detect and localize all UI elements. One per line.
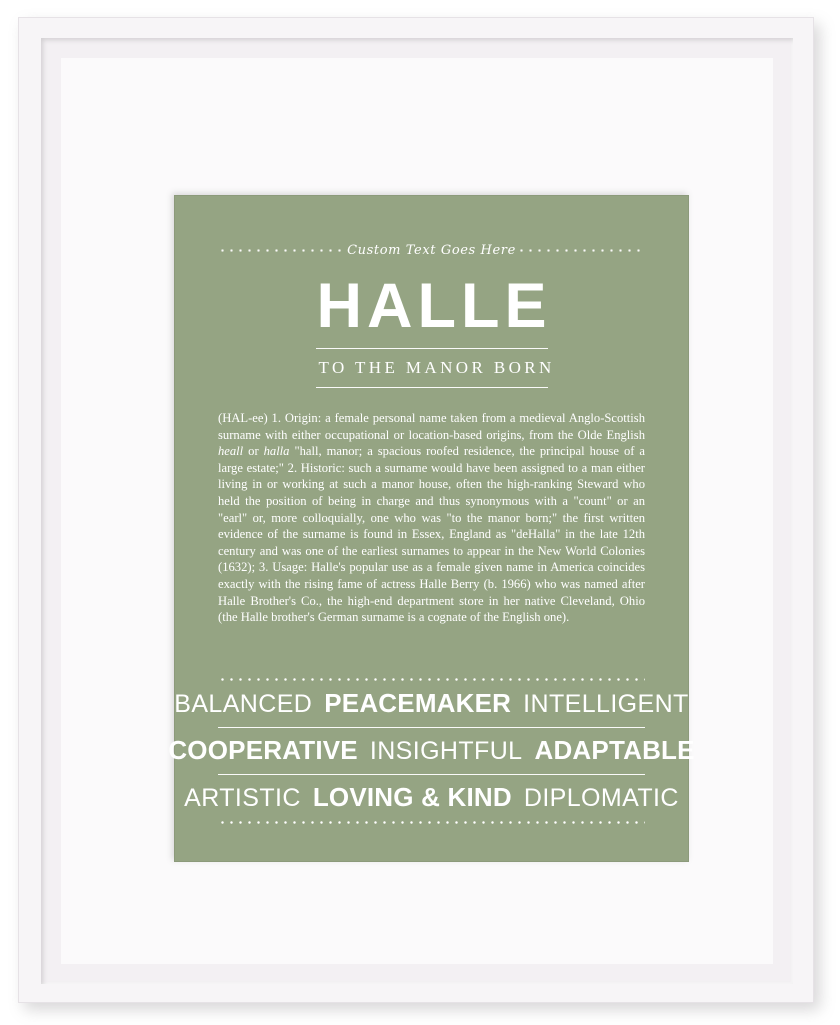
trait-cooperative: COOPERATIVE <box>168 735 358 765</box>
name-title: HALLE <box>316 271 552 341</box>
rule-above-tagline <box>316 348 548 349</box>
trait-artistic: ARTISTIC <box>184 784 301 812</box>
definition-part-3: "hall, manor; a spacious roofed residence, the principal house of a large estate;" 2. Historic: such a surname would have been assigned to a man either living in or working at such a manor house, often the high-ranking Steward who held the position of being in charge and thus synonymous with a "count" or an "earl" or, more colloquially, one who was "to the manor born;" the first written evidence of the surname is found in Essex, England as "deHalla" in the late 12th century and was one of the earliest surnames to appear in the New World Colonies (1632); 3. Usage: Halle's popular use as a female given name in America coincides exactly with the rising fame of actress Halle Berry (b. 1966) who was named after Halle Brother's Co., the high-end department store in her native Cleveland, Ohio (the Halle brother's German surname is a cognate of the English one). <box>218 444 645 625</box>
trait-diplomatic: DIPLOMATIC <box>523 784 679 812</box>
trait-loving-and-kind: LOVING & KIND <box>312 782 512 812</box>
trait-peacemaker: PEACEMAKER <box>324 688 512 718</box>
poster-header-row <box>218 241 645 259</box>
picture-frame <box>18 17 814 1003</box>
traits-row-3 <box>184 775 679 821</box>
definition-emphasis-1: heall <box>218 444 244 459</box>
traits-row-2 <box>168 728 695 774</box>
traits-dotted-divider-bottom <box>218 821 645 824</box>
tagline-rules <box>316 348 555 388</box>
trait-insightful: INSIGHTFUL <box>369 737 523 765</box>
trait-balanced: BALANCED <box>174 690 313 718</box>
definition-emphasis-2: halla <box>263 444 290 459</box>
traits-rule-2 <box>218 774 645 775</box>
rule-below-tagline <box>316 387 548 388</box>
dotted-divider-right <box>517 249 645 252</box>
traits-rule-1 <box>218 727 645 728</box>
trait-adaptable: ADAPTABLE <box>534 735 695 765</box>
traits-block <box>168 678 695 824</box>
traits-row-1 <box>174 681 689 727</box>
art-print <box>168 195 695 862</box>
tagline: TO THE MANOR BORN <box>318 358 555 377</box>
poster-upper-content <box>218 241 645 626</box>
definition-text <box>218 410 645 626</box>
definition-part-1: (HAL-ee) 1. Origin: a female personal name taken from a medieval Anglo-Scottish surname with either occupational or location-based origins, from the Olde English <box>218 411 645 442</box>
custom-text: Custom Text Goes Here <box>347 242 516 258</box>
dotted-divider-left <box>218 249 346 252</box>
trait-intelligent: INTELLIGENT <box>523 690 689 718</box>
definition-part-2: or <box>243 444 264 459</box>
